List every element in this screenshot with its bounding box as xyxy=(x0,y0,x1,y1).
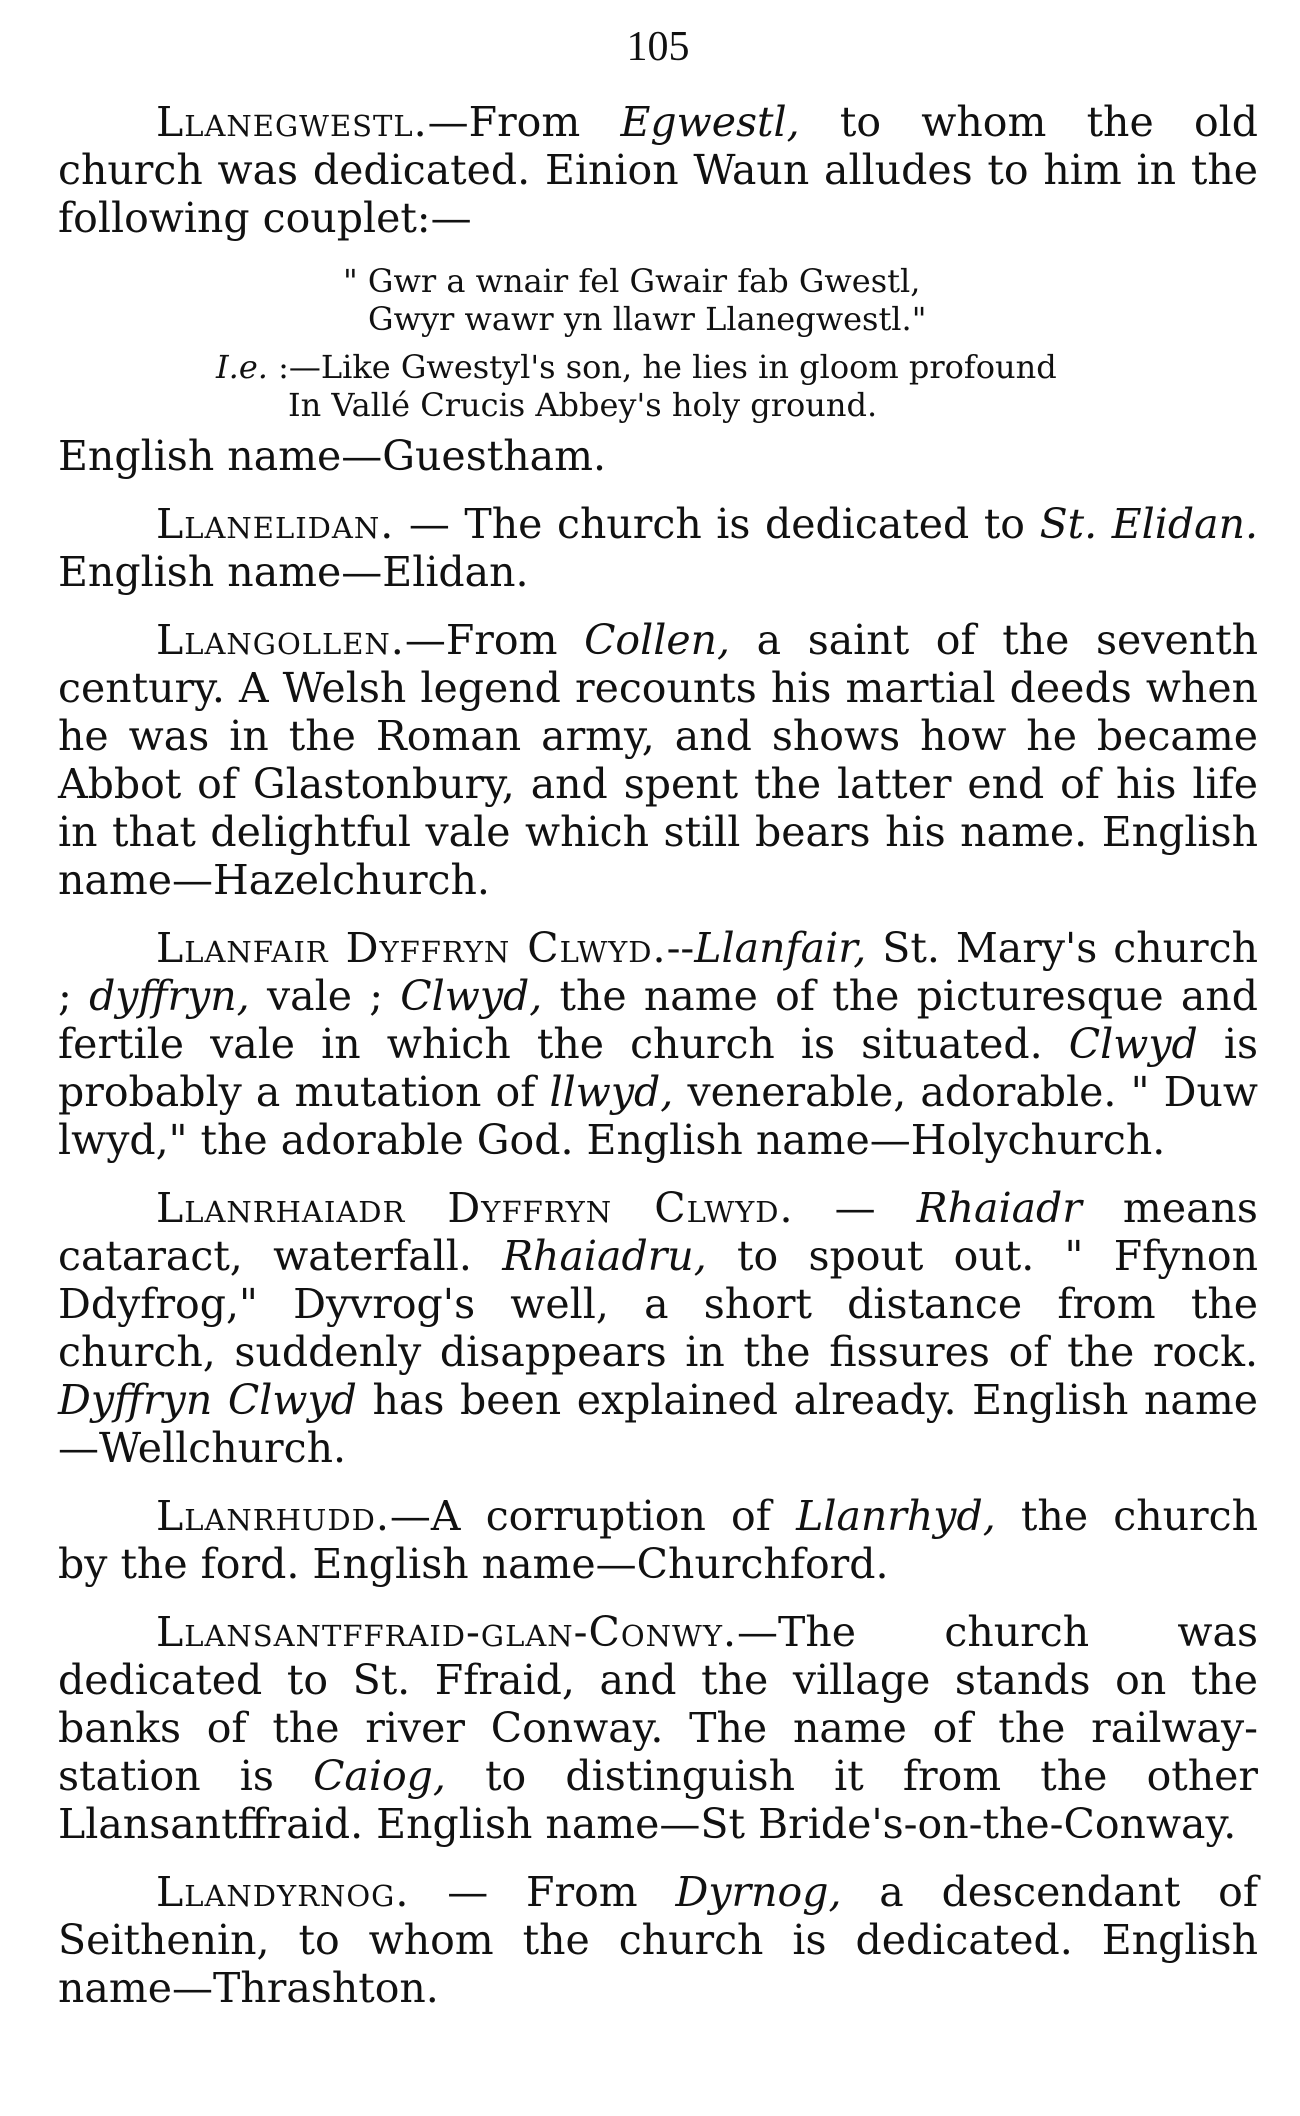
entry-italic: Rhaiadru, xyxy=(502,1232,707,1280)
couplet-line-1: " Gwr a wnair fel Gwair fab Gwestl, xyxy=(343,262,921,300)
entry-llanrhaiadr-dyffryn-clwyd xyxy=(58,1184,1258,1472)
entry-text: has been explained already. English name—Wellchurch. xyxy=(58,1376,1258,1472)
entry-italic: Collen, xyxy=(584,616,731,664)
entry-llanrhudd xyxy=(58,1492,1258,1588)
entry-italic: Llanrhyd, xyxy=(796,1492,996,1540)
entry-italic: Clwyd xyxy=(1068,1020,1198,1068)
translation-line-2: In Vallé Crucis Abbey's holy ground. xyxy=(288,386,878,424)
translation-text: :—Like Gwestyl's son, he lies in gloom profound xyxy=(267,348,1057,386)
entry-llandyrnog xyxy=(58,1868,1258,2012)
entry-text: is probably a mutation of xyxy=(58,1020,1258,1116)
couplet-line-2: Gwyr wawr yn llawr Llanegwestl." xyxy=(368,300,927,338)
entry-text: vale ; xyxy=(249,972,401,1020)
entry-head: Llanrhaiadr Dyffryn Clwyd. xyxy=(156,1184,794,1232)
entry-head: Llansantffraid-glan-Conwy. xyxy=(156,1608,738,1656)
entry-text: venerable, adorable. " Duw lwyd," the adorable God. English name—Holychurch. xyxy=(58,1068,1258,1164)
entry-text: —A corruption of xyxy=(389,1492,797,1540)
entry-head: Llanfair Dyffryn Clwyd. xyxy=(156,924,667,972)
entry-text: means cataract, waterfall. xyxy=(58,1184,1258,1280)
entry-italic: Caiog, xyxy=(313,1752,446,1800)
entry-llanegwestl xyxy=(58,98,1258,242)
entry-head: Llanegwestl. xyxy=(156,98,428,146)
page-number: 105 xyxy=(626,24,690,70)
entry-llanfair-dyffryn-clwyd xyxy=(58,924,1258,1164)
translation-line-1 xyxy=(58,348,1258,386)
entry-text: to distinguish it from the other Llansantffraid. English name—St Bride's-on-the-Conway. xyxy=(58,1752,1258,1848)
entry-head: Llangollen. xyxy=(156,616,405,664)
entry-italic: Egwestl, xyxy=(620,98,800,146)
entry-text: English name—Elidan. xyxy=(58,548,529,596)
entry-italic: dyffryn, xyxy=(89,972,250,1020)
entry-italic: llwyd, xyxy=(549,1068,674,1116)
entry-text: St. Mary's church ; xyxy=(58,924,1258,1020)
entry-head: Llandyrnog. xyxy=(156,1868,410,1916)
entry-head: Llanrhudd. xyxy=(156,1492,390,1540)
entry-text: to spout out. " Ffynon Ddyfrog," Dyvrog's well, a short distance from the church, suddenly disappears in the fissures of the rock. xyxy=(58,1232,1258,1376)
couplet-translation xyxy=(58,348,1258,424)
entry-text: —From xyxy=(427,98,621,146)
entry-llangollen xyxy=(58,616,1258,904)
welsh-couplet xyxy=(58,262,1258,338)
entry-head: Llanelidan. xyxy=(156,500,395,548)
english-name-guestham: English name—Guestham. xyxy=(58,432,606,480)
entry-italic: Dyffryn Clwyd xyxy=(58,1376,357,1424)
entry-text: the church by the ford. English name—Churchford. xyxy=(58,1492,1259,1588)
entry-llanelidan xyxy=(58,500,1258,596)
entry-llansantffraid-glan-conwy xyxy=(58,1608,1258,1848)
entry-text: a descendant of Seithenin, to whom the church is dedicated. English name—Thrashton. xyxy=(58,1868,1258,2012)
entry-italic: St. Elidan. xyxy=(1039,500,1259,548)
entry-italic: Rhaiadr xyxy=(916,1184,1082,1232)
entry-text: the name of the picturesque and fertile vale in which the church is situated. xyxy=(58,972,1258,1068)
entry-italic: Clwyd, xyxy=(400,972,543,1020)
entry-text: — xyxy=(793,1184,917,1232)
entry-text: -- xyxy=(666,924,695,972)
translation-label: I.e. xyxy=(216,348,268,386)
entry-text: —The church was dedicated to St. Ffraid, and the village stands on the banks of the river Conway. The name of the railway-station is xyxy=(58,1608,1258,1800)
entry-italic: Llanfair, xyxy=(694,924,867,972)
entry-text: —From xyxy=(404,616,585,664)
entry-text: — From xyxy=(409,1868,676,1916)
entry-italic: Dyrnog, xyxy=(675,1868,842,1916)
entry-text: — The church is dedicated to xyxy=(394,500,1040,548)
entry-text: a saint of the seventh century. A Welsh legend recounts his martial deeds when he was in the Roman army, and shows how he became Abbot of Glastonbury, and spent the latter end of his life in that delightful vale which still bears his name. English name—Hazelchurch. xyxy=(58,616,1258,904)
entry-text: to whom the old church was dedicated. Einion Waun alludes to him in the following couplet:— xyxy=(58,98,1258,242)
